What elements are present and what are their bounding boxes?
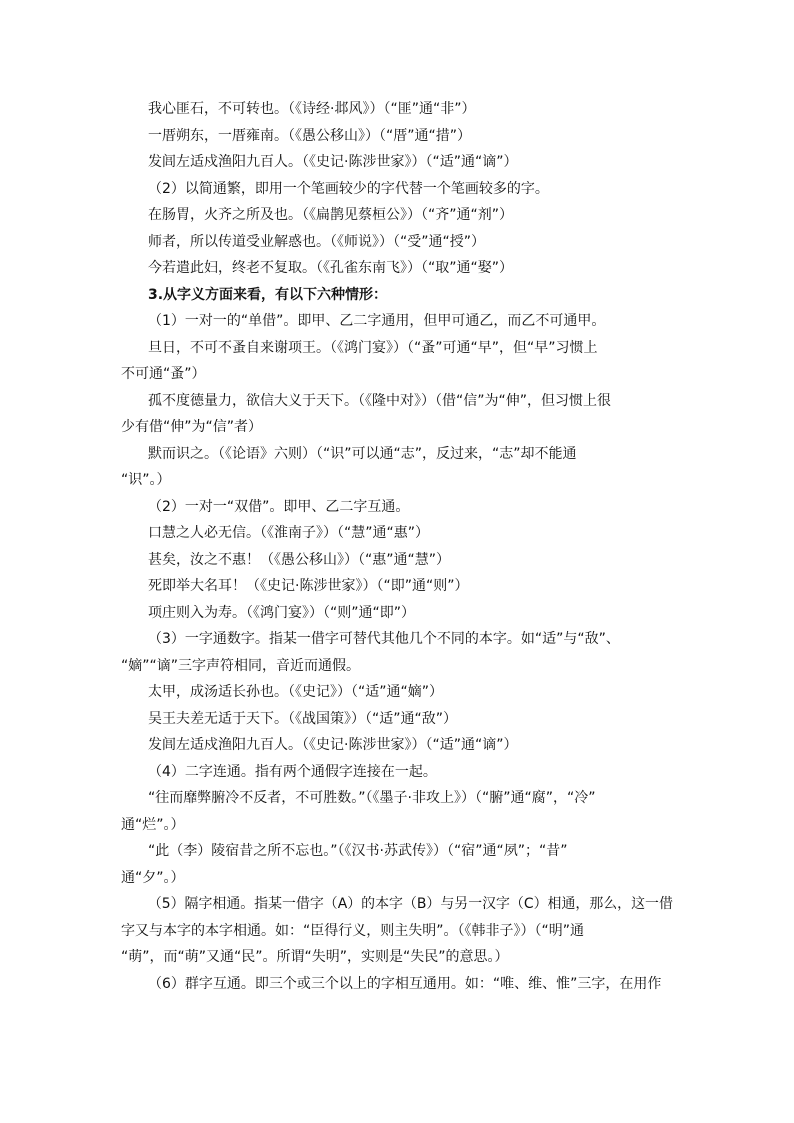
text-line: 发闾左适戍渔阳九百人。（《史记·陈涉世家》）（“适”通“谪”） <box>148 737 518 753</box>
text-line: 我心匪石，不可转也。（《诗经·邶风》）（“匪”通“非”） <box>148 101 476 117</box>
text-line: “嫡”“谪”三字声符相同，音近而通假。 <box>121 657 361 674</box>
text-line: “萌”，而“萌”又通“民”。所谓“失明”，实则是“失民”的意思。） <box>121 949 509 965</box>
text-line: “往而靡弊腑冷不反者，不可胜数。”（《墨子·非攻上》）（“腑”通“腐”，“冷” <box>148 790 596 806</box>
text-line: 通“夕”。） <box>121 869 185 886</box>
text-line: （1）一对一的“单借”。即甲、乙二字通用，但甲可通乙，而乙不可通甲。 <box>148 313 606 329</box>
text-line: （6）群字互通。即三个或三个以上的字相互通用。如：“唯、维、惟”三字，在用作 <box>148 975 662 992</box>
section-heading: 3.从字义方面来看，有以下六种情形： <box>148 286 388 303</box>
text-line: 口慧之人必无信。（《淮南子》）（“慧”通“惠”） <box>148 525 430 541</box>
text-line: 少有借“伸”为“信”者） <box>121 419 263 435</box>
text-line: 吴王夫差无适于天下。（《战国策》）（“适”通“敌”） <box>148 710 458 727</box>
text-line: （3）一字通数字。指某一借字可替代其他几个不同的本字。如“适”与“敌”、 <box>148 631 620 647</box>
text-line: 项庄则入为寿。（《鸿门宴》）（“则”通“即”） <box>148 604 416 621</box>
text-line: 在肠胃，火齐之所及也。（《扁鹊见蔡桓公》）（“齐”通“剂”） <box>148 207 514 223</box>
text-line: 一厝朔东，一厝雍南。（《愚公移山》）（“厝”通“措”） <box>148 127 472 144</box>
text-line: “识”。） <box>121 472 171 488</box>
text-line: 孤不度德量力，欲信大义于天下。（《隆中对》）（借“信”为“伸”，但习惯上很 <box>148 392 612 409</box>
text-line: （2）以简通繁，即用一个笔画较少的字代替一个笔画较多的字。 <box>148 180 549 197</box>
text-line: 默而识之。（《论语》六则）（“识”可以通“志”，反过来，“志”却不能通 <box>148 445 577 462</box>
text-line: 不可通“蚤”） <box>121 366 206 382</box>
text-line: 通“烂”。） <box>121 816 185 833</box>
text-line: 今若遣此妇，终老不复取。（《孔雀东南飞》）（“取”通“娶”） <box>148 260 514 276</box>
document-body <box>121 96 673 997</box>
text-line: 太甲，成汤适长孙也。（《史记》）（“适”通“嫡”） <box>148 684 444 700</box>
text-line: 旦日，不可不蚤自来谢项王。（《鸿门宴》）（“蚤”可通“早”，但“早”习惯上 <box>148 339 598 356</box>
text-line: “此（李）陵宿昔之所不忘也。”（《汉书·苏武传》）（“宿”通“夙”；“昔” <box>148 843 568 859</box>
text-line: 发闾左适戍渔阳九百人。（《史记·陈涉世家》）（“适”通“谪”） <box>148 154 518 170</box>
text-line: （5）隔字相通。指某一借字（A）的本字（B）与另一汉字（C）相通，那么，这一借 <box>147 896 673 912</box>
text-line: （4）二字连通。指有两个通假字连接在一起。 <box>148 763 437 780</box>
text-line: 字又与本字的本字相通。如：“臣得行义，则主失明”。（《韩非子》）（“明”通 <box>121 922 585 939</box>
text-line: 甚矣，汝之不惠！（《愚公移山》）（“惠”通“慧”） <box>148 551 451 568</box>
text-line: （2）一对一“双借”。即甲、乙二字互通。 <box>148 498 410 515</box>
text-line: 师者，所以传道受业解惑也。（《师说》）（“受”通“授”） <box>148 233 486 250</box>
text-line: 死即举大名耳！（《史记·陈涉世家》）（“即”通“则”） <box>148 578 469 594</box>
